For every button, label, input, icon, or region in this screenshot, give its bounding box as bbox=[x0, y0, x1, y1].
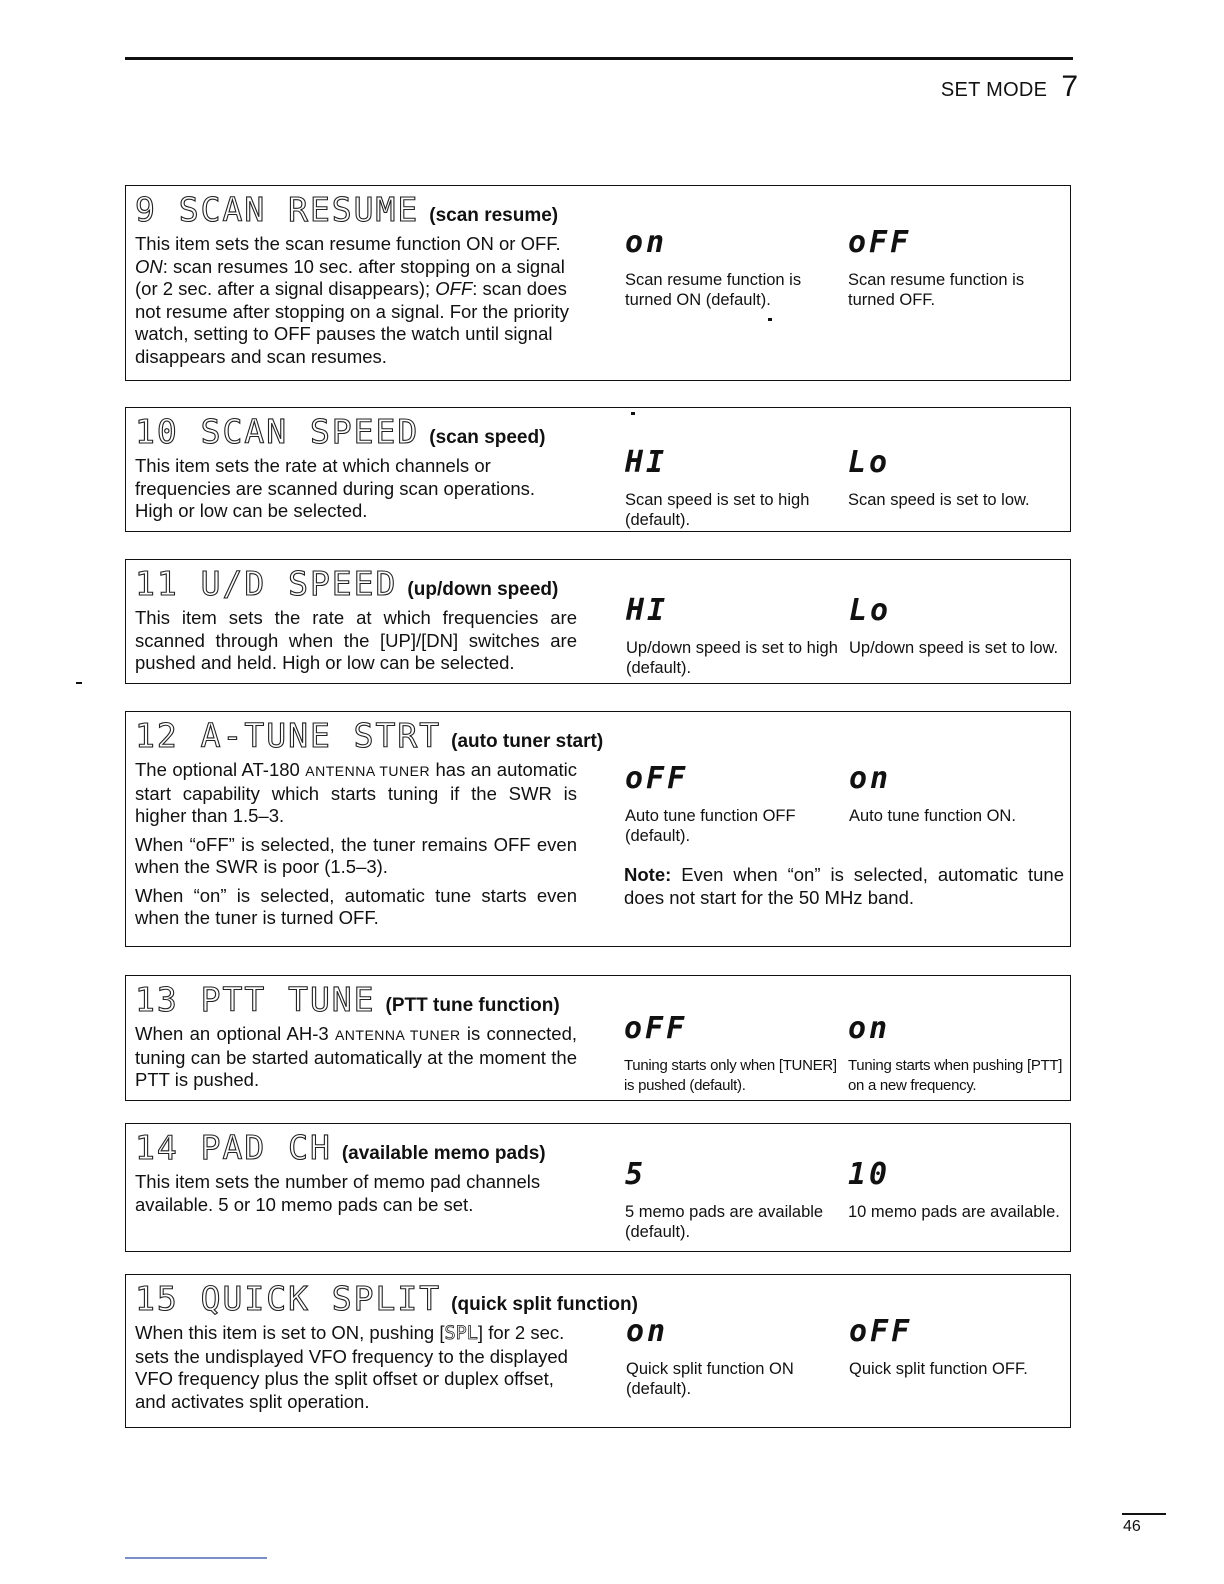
lcd-item-name: 10 SCAN SPEED bbox=[135, 412, 420, 451]
lcd-item-name: 12 A-TUNE STRT bbox=[135, 716, 442, 755]
set-item-memo-pads bbox=[125, 1123, 1071, 1252]
option-off bbox=[624, 1012, 848, 1096]
option-5-pads bbox=[625, 1158, 847, 1242]
option-caption: Up/down speed is set to low. bbox=[849, 639, 1059, 657]
item-description: When this item is set to ON, pushing [SPL] for 2 sec. sets the undisplayed VFO frequency to the displayed VFO frequency plus the split offset or duplex offset, and activates split operation. bbox=[135, 1322, 568, 1412]
option-off bbox=[625, 762, 847, 846]
lcd-display: on bbox=[848, 1011, 891, 1046]
set-item-scan-resume bbox=[125, 185, 1071, 381]
page-header bbox=[941, 70, 1078, 104]
option-caption: Scan speed is set to high (default). bbox=[625, 491, 810, 529]
item-title: (quick split function) bbox=[451, 1294, 638, 1315]
option-on bbox=[626, 1315, 848, 1399]
item-description: This item sets the rate at which frequencies are scanned through when the [UP]/[DN] switches are pushed and held. High or low can be selected. bbox=[135, 607, 577, 673]
footer-line bbox=[125, 1557, 267, 1559]
page-number: 46 bbox=[1123, 1518, 1141, 1535]
option-on bbox=[625, 226, 847, 310]
option-off bbox=[848, 226, 1070, 310]
lcd-item-name: 13 PTT TUNE bbox=[135, 980, 376, 1019]
lcd-item-name: 9 SCAN RESUME bbox=[135, 190, 420, 229]
option-high bbox=[625, 446, 847, 530]
option-low bbox=[849, 594, 1071, 658]
option-caption: Scan speed is set to low. bbox=[848, 491, 1030, 509]
option-caption: Quick split function ON (default). bbox=[626, 1360, 794, 1398]
top-rule bbox=[125, 57, 1073, 60]
option-caption: 5 memo pads are available (default). bbox=[625, 1203, 824, 1241]
lcd-display: oFF bbox=[624, 1011, 688, 1046]
option-on bbox=[849, 762, 1071, 826]
set-item-quick-split bbox=[125, 1274, 1071, 1428]
item-title: (available memo pads) bbox=[341, 1143, 546, 1164]
item-description: This item sets the rate at which channels or frequencies are scanned during scan operations. High or low can be selected. bbox=[135, 455, 536, 521]
option-on bbox=[848, 1012, 1070, 1096]
item-title: (auto tuner start) bbox=[451, 731, 604, 752]
lcd-item-name: 11 U/D SPEED bbox=[135, 564, 398, 603]
note: Note: Even when “on” is selected, automatic tune does not start for the 50 MHz band. bbox=[624, 864, 1064, 908]
item-description: The optional AT-180 ANTENNA TUNER has an automatic start capability which starts tuning if the SWR is higher than 1.5–3. When “oFF” is selected, the tuner remains OFF even when the SWR is poor (1.5–3). When “on” is selected, automatic tune starts even when the tuner is turned OFF. bbox=[135, 759, 578, 928]
spl-lcd-label: SPL bbox=[444, 1323, 478, 1344]
set-item-ptt-tune bbox=[125, 975, 1071, 1101]
option-off bbox=[849, 1315, 1071, 1379]
option-high bbox=[626, 594, 848, 678]
lcd-display: Lo bbox=[848, 445, 891, 480]
lcd-display: on bbox=[849, 761, 892, 796]
set-item-scan-speed bbox=[125, 407, 1071, 532]
lcd-display: Lo bbox=[849, 593, 892, 628]
item-title: (PTT tune function) bbox=[385, 995, 560, 1016]
option-caption: 10 memo pads are available. bbox=[848, 1203, 1060, 1221]
option-caption: Up/down speed is set to high (default). bbox=[626, 639, 838, 677]
option-10-pads bbox=[848, 1158, 1070, 1222]
set-item-up-down-speed bbox=[125, 559, 1071, 684]
item-description: This item sets the number of memo pad channels available. 5 or 10 memo pads can be set. bbox=[135, 1171, 541, 1215]
lcd-display: HI bbox=[625, 445, 668, 480]
lcd-item-name: 15 QUICK SPLIT bbox=[135, 1279, 442, 1318]
lcd-display: oFF bbox=[849, 1314, 913, 1349]
option-caption: Scan resume function is turned ON (default). bbox=[625, 271, 802, 309]
lcd-display: 5 bbox=[625, 1157, 647, 1192]
item-description: This item sets the scan resume function ON or OFF. ON: scan resumes 10 sec. after stopping on a signal (or 2 sec. after a signal disappears); OFF: scan does not resume after stopping on a signal. For the priority watch, setting to OFF pauses the watch until signal disappears and scan resumes. bbox=[135, 233, 569, 367]
set-item-auto-tuner-start bbox=[125, 711, 1071, 947]
item-title: (scan resume) bbox=[429, 205, 559, 226]
lcd-display: on bbox=[625, 225, 668, 260]
option-low bbox=[848, 446, 1070, 510]
section-number: 7 bbox=[1061, 70, 1078, 103]
item-title: (up/down speed) bbox=[407, 579, 559, 600]
section-title: SET MODE bbox=[940, 79, 1048, 101]
item-description: When an optional AH-3 ANTENNA TUNER is connected, tuning can be started automatically at the moment the PTT is pushed. bbox=[135, 1023, 578, 1090]
option-caption: Tuning starts when pushing [PTT] on a new frequency. bbox=[848, 1057, 1063, 1094]
option-caption: Tuning starts only when [TUNER] is pushed (default). bbox=[624, 1057, 837, 1094]
lcd-display: on bbox=[626, 1314, 669, 1349]
lcd-display: oFF bbox=[848, 225, 912, 260]
item-title: (scan speed) bbox=[429, 427, 546, 448]
lcd-display: HI bbox=[626, 593, 669, 628]
option-caption: Auto tune function ON. bbox=[849, 807, 1016, 825]
footer-rule bbox=[1122, 1513, 1166, 1515]
lcd-item-name: 14 PAD CH bbox=[135, 1128, 332, 1167]
note-label: Note: bbox=[624, 864, 672, 885]
option-caption: Scan resume function is turned OFF. bbox=[848, 271, 1025, 309]
option-caption: Quick split function OFF. bbox=[849, 1360, 1028, 1378]
option-caption: Auto tune function OFF (default). bbox=[625, 807, 796, 845]
lcd-display: 10 bbox=[848, 1157, 891, 1192]
lcd-display: oFF bbox=[625, 761, 689, 796]
